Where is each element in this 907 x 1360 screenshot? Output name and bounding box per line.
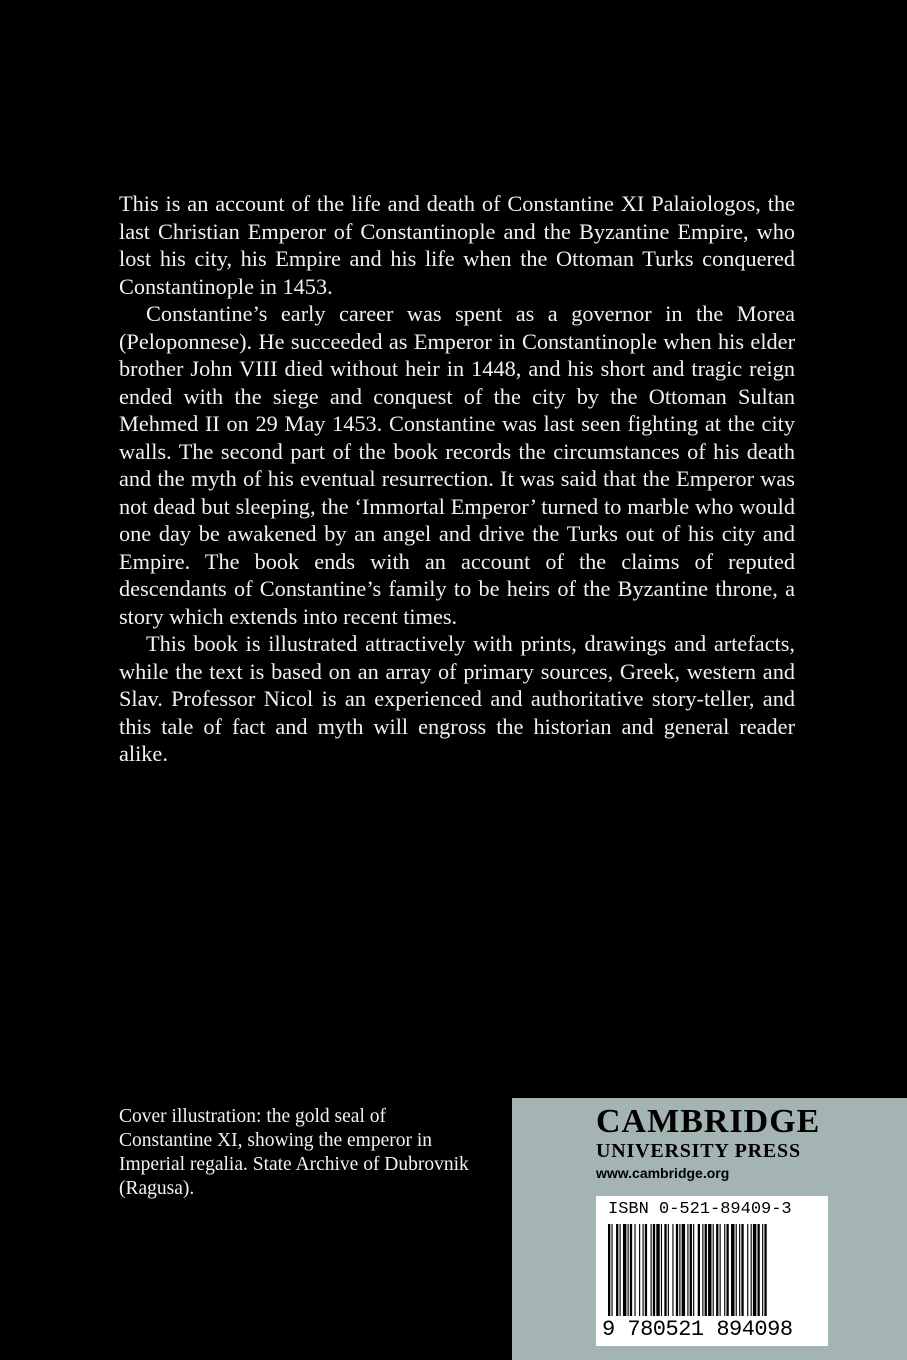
barcode-bar	[724, 1224, 725, 1316]
barcode-bar	[716, 1224, 718, 1316]
book-description	[119, 190, 795, 768]
barcode-bar	[764, 1224, 766, 1316]
barcode-bar	[611, 1224, 612, 1316]
barcode-bar	[698, 1224, 700, 1316]
barcode-bar	[708, 1224, 711, 1316]
description-paragraph-1: This is an account of the life and death of Constantine XI Palaiologos, the last Christian Emperor of Constantinople and the Byzantine Empire, who lost his city, his Empire and his life when the Ottoman Turks conquered Constantinople in 1453.	[119, 191, 795, 299]
barcode-bar	[741, 1224, 743, 1316]
barcode-bar	[751, 1224, 752, 1316]
barcode-box	[596, 1196, 828, 1346]
description-paragraph-3: This book is illustrated attractively with prints, drawings and artefacts, while the text is based on an array of primary sources, Greek, western and Slav. Professor Nicol is an experienced and authoritative story-teller, and this tale of fact and myth will engross the historian and general reader alike.	[119, 631, 795, 766]
barcode-bar	[753, 1224, 756, 1316]
barcode-bar	[736, 1224, 737, 1316]
barcode-bar	[702, 1224, 703, 1316]
barcode-bar	[693, 1224, 694, 1316]
barcode-bar	[672, 1224, 673, 1316]
barcode-bar	[608, 1224, 610, 1316]
barcode-bar	[628, 1224, 629, 1316]
isbn-label: ISBN 0-521-89409-3	[608, 1200, 792, 1219]
barcode-bar	[656, 1224, 659, 1316]
barcode-bar	[690, 1224, 692, 1316]
barcode-bar	[661, 1224, 662, 1316]
barcode-bar	[705, 1224, 707, 1316]
barcode-bar	[758, 1224, 760, 1316]
barcode-bar	[682, 1224, 685, 1316]
barcode-bar	[762, 1224, 763, 1316]
barcode-bar	[639, 1224, 640, 1316]
cover-illustration-caption: Cover illustration: the gold seal of Constantine XI, showing the emperor in Imperial regalia. State Archive of Dubrovnik (Ragusa).	[119, 1106, 469, 1199]
barcode-bar	[679, 1224, 680, 1316]
barcode-bar	[651, 1224, 652, 1316]
barcode-bar	[676, 1224, 678, 1316]
barcode-bar	[713, 1224, 714, 1316]
barcode-bar	[747, 1224, 748, 1316]
barcode-bar	[634, 1224, 635, 1316]
barcode-graphic	[604, 1224, 820, 1320]
barcode-bar	[739, 1224, 740, 1316]
barcode-bar	[630, 1224, 632, 1316]
publisher-logo	[596, 1104, 820, 1182]
barcode-bar	[726, 1224, 728, 1316]
barcode-bar	[616, 1224, 618, 1316]
barcode-bar	[731, 1224, 734, 1316]
publisher-subtitle: UNIVERSITY PRESS	[596, 1140, 801, 1162]
publisher-name: CAMBRIDGE	[596, 1103, 821, 1140]
barcode-bar	[664, 1224, 666, 1316]
publisher-url: www.cambridge.org	[596, 1165, 730, 1181]
ean-digits: 9 780521 894098	[602, 1317, 793, 1342]
barcode-bar	[623, 1224, 626, 1316]
barcode-bar	[620, 1224, 621, 1316]
barcode-bar	[643, 1224, 644, 1316]
description-paragraph-2: Constantine’s early career was spent as a governor in the Morea (Peloponnese). He succeeded as Emperor in Constantinople when his elder brother John VIII died without heir in 1448, and his short and tragic reign ended with the siege and conquest of the city by the Ottoman Sultan Mehmed II on 29 May 1453. Constantine was last seen fighting at the city walls. The second part of the book records the circumstances of his death and the myth of his eventual resurrection. It was said that the Emperor was not dead but sleeping, the ‘Immortal Emperor’ turned to marble who would one day be awakened by an angel and drive the Turks out of his city and Empire. The book ends with an account of the claims of reputed descendants of Constantine’s family to be heirs of the Byzantine throne, a story which extends into recent times.	[119, 301, 795, 629]
barcode-bar	[653, 1224, 655, 1316]
publisher-panel	[512, 1098, 907, 1360]
barcode-bar	[668, 1224, 669, 1316]
barcode-bar	[720, 1224, 721, 1316]
barcode-bar	[645, 1224, 647, 1316]
barcode-bar	[687, 1224, 688, 1316]
